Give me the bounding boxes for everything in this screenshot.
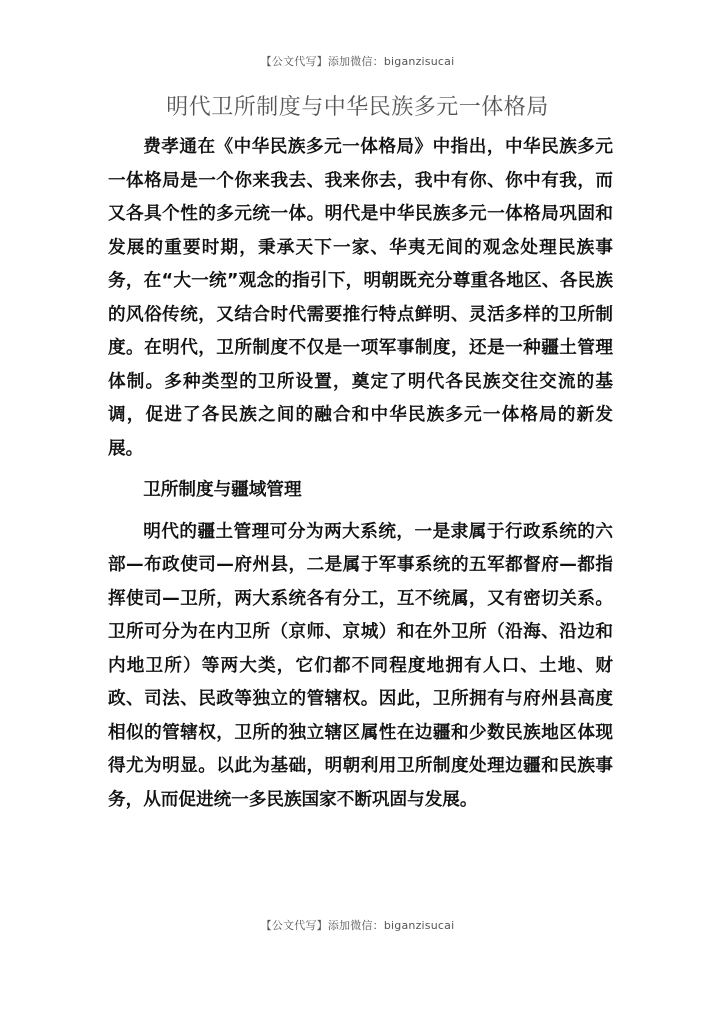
page-header: 【公文代写】添加微信：biganzisucai: [260, 55, 455, 68]
document-title: 明代卫所制度与中华民族多元一体格局: [166, 95, 549, 120]
intro-paragraph: 费孝通在《中华民族多元一体格局》中指出，中华民族多元一体格局是一个你来我去、我来你去，我中有你、你中有我，而又各具个性的多元统一体。明代是中华民族多元一体格局巩固和发展的重要时期，秉承天下一家、华夷无间的观念处理民族事务，在“大一统”观念的指引下，明朝既充分尊重各地区、各民族的风俗传统，又结合时代需要推行特点鲜明、灵活多样的卫所制度。在明代，卫所制度不仅是一项军事制度，还是一种疆土管理体制。多种类型的卫所设置，奠定了明代各民族交往交流的基调，促进了各民族之间的融合和中华民族多元一体格局的新发展。: [108, 137, 613, 459]
section-paragraph: 明代的疆土管理可分为两大系统，一是隶属于行政系统的六部—布政使司—府州县，二是属于军事系统的五军都督府—都指挥使司—卫所，两大系统各有分工，互不统属，又有密切关系。卫所可分为在内卫所（京师、京城）和在外卫所（沿海、沿边和内地卫所）等两大类，它们都不同程度地拥有人口、土地、财政、司法、民政等独立的管辖权。因此，卫所拥有与府州县高度相似的管辖权，卫所的独立辖区属性在边疆和少数民族地区体现得尤为明显。以此为基础，明朝利用卫所制度处理边疆和民族事务，从而促进统一多民族国家不断巩固与发展。: [108, 521, 613, 810]
document-body: [108, 131, 613, 817]
page-footer: 【公文代写】添加微信：biganzisucai: [260, 919, 455, 932]
section-heading: 卫所制度与疆域管理: [143, 480, 302, 500]
